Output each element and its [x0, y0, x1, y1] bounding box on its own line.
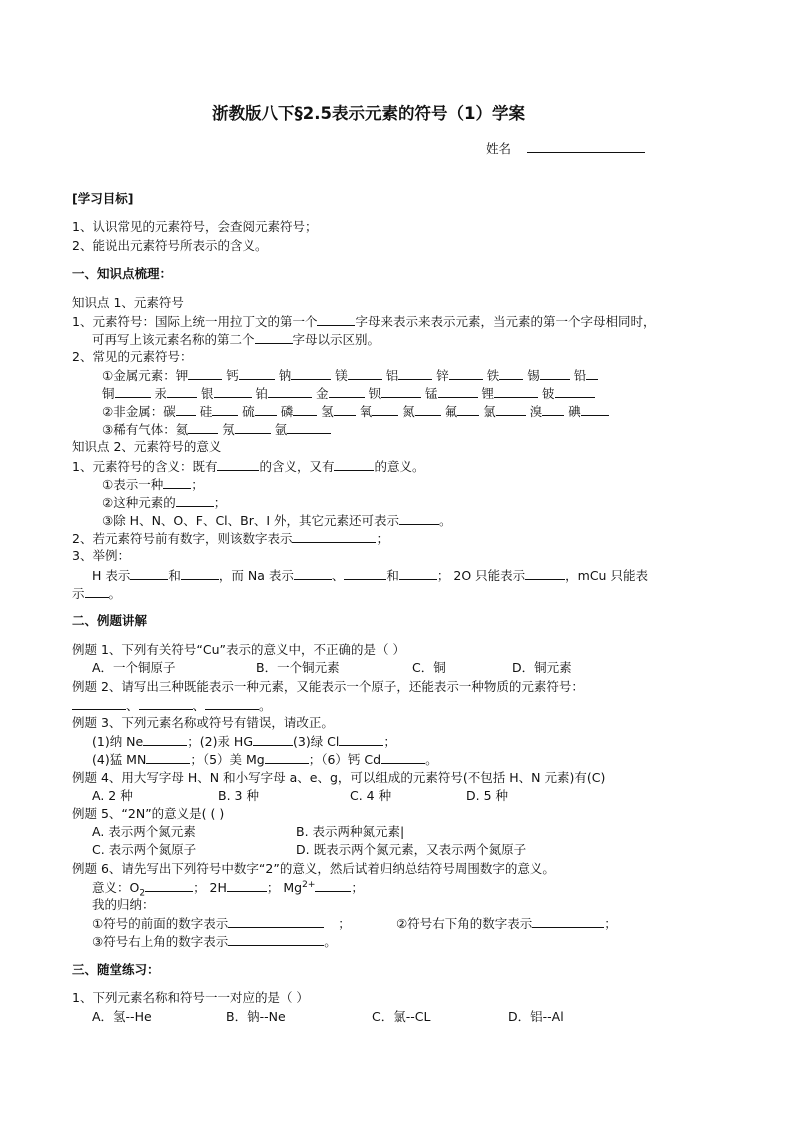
- example-6-summary-2: ②符号右下角的数字表示 ；: [396, 916, 617, 931]
- example-5-option-a: A. 表示两个氮元素: [92, 824, 196, 839]
- example-5-option-c: C. 表示两个氮原子: [92, 842, 197, 857]
- example-1-option-a: A．一个铜原子: [92, 660, 176, 675]
- answer-blank[interactable]: [265, 751, 309, 764]
- symbol-blank[interactable]: [287, 421, 331, 434]
- answer-blank[interactable]: [130, 567, 168, 580]
- nonmetal-elements-row: ②非金属：碳 硅 硫 磷 氢 氧 氮 氟 氯 溴 碘: [102, 403, 609, 420]
- answer-blank[interactable]: [205, 697, 259, 710]
- symbol-blank[interactable]: [235, 421, 271, 434]
- kp2-question-2: 2、若元素符号前有数字，则该数字表示 ；: [72, 531, 389, 546]
- symbol-blank[interactable]: [268, 385, 312, 398]
- answer-blank[interactable]: [217, 458, 259, 471]
- example-6-summary-3: ③符号右上角的数字表示 。: [92, 934, 337, 949]
- symbol-blank[interactable]: [586, 367, 598, 380]
- symbol-blank[interactable]: [457, 403, 479, 416]
- symbol-blank[interactable]: [239, 367, 275, 380]
- answer-blank[interactable]: [143, 733, 187, 746]
- answer-blank[interactable]: [292, 530, 376, 543]
- symbol-blank[interactable]: [449, 367, 483, 380]
- symbol-blank[interactable]: [496, 403, 526, 416]
- answer-blank[interactable]: [525, 567, 565, 580]
- symbol-blank[interactable]: [329, 385, 365, 398]
- objective-item: 1、认识常见的元素符号，会查阅元素符号；: [72, 219, 318, 234]
- example-2-answers: 、 、 。: [72, 697, 272, 714]
- symbol-blank[interactable]: [438, 385, 478, 398]
- symbol-blank[interactable]: [293, 403, 317, 416]
- answer-blank[interactable]: [344, 567, 386, 580]
- symbol-blank[interactable]: [542, 403, 564, 416]
- example-3-line-2: (4)猛 MN ；（5）美 Mg ；（6）钙 Cd 。: [92, 752, 438, 767]
- knowledge-point-title: 知识点 2、元素符号的意义: [72, 439, 222, 454]
- symbol-blank[interactable]: [255, 403, 277, 416]
- kp2-sub-1: ①表示一种 ；: [102, 477, 204, 492]
- kp2-question-3: 3、举例：: [72, 548, 130, 563]
- symbol-blank[interactable]: [555, 385, 595, 398]
- symbol-blank[interactable]: [372, 403, 398, 416]
- answer-blank[interactable]: [228, 933, 324, 946]
- example-1-option-d: D．铜元素: [512, 660, 572, 675]
- answer-blank[interactable]: [72, 697, 126, 710]
- kp1-question-2: 2、常见的元素符号：: [72, 349, 193, 364]
- symbol-blank[interactable]: [499, 367, 523, 380]
- symbol-blank[interactable]: [115, 385, 151, 398]
- objectives-heading: [学习目标]: [72, 191, 134, 206]
- answer-blank[interactable]: [227, 879, 267, 892]
- symbol-blank[interactable]: [167, 385, 197, 398]
- answer-blank[interactable]: [228, 915, 324, 928]
- example-6-meaning: 意义：$O_2$ ； 2H ； $Mg^{2+}$ ；: [92, 879, 364, 899]
- example-1-question: 例题 1、下列有关符号“Cu”表示的意义中，不正确的是（ ）: [72, 642, 406, 657]
- example-2-question: 例题 2、请写出三种既能表示一种元素，又能表示一个原子，还能表示一种物质的元素符号：: [72, 679, 584, 694]
- symbol-blank[interactable]: [212, 403, 238, 416]
- example-4-option-c: C. 4 种: [350, 788, 392, 803]
- practice-1-option-b: B．钠--Ne: [226, 1009, 286, 1024]
- example-5-option-d: D. 既表示两个氮元素，又表示两个氮原子: [296, 842, 527, 857]
- practice-1-option-a: A．氢--He: [92, 1009, 152, 1024]
- page-title: 浙教版八下§2.5表示元素的符号（1）学案: [212, 104, 525, 123]
- kp1-question-1-cont: 可再写上该元素名称的第二个 字母以示区别。: [92, 332, 381, 347]
- answer-blank[interactable]: [399, 512, 439, 525]
- symbol-blank[interactable]: [176, 403, 196, 416]
- example-3-line-1: (1)纳 Ne ；(2)汞 HG (3)绿 Cl ；: [92, 734, 396, 749]
- answer-blank[interactable]: [253, 733, 293, 746]
- symbol-blank[interactable]: [291, 367, 331, 380]
- example-1-option-b: B．一个铜元素: [256, 660, 340, 675]
- gas-label: ③稀有气体：: [102, 422, 176, 437]
- section-heading: 一、知识点梳理：: [72, 266, 173, 281]
- example-line-cont: 示 。: [72, 586, 122, 601]
- answer-blank[interactable]: [176, 494, 214, 507]
- answer-blank[interactable]: [163, 476, 191, 489]
- answer-blank[interactable]: [294, 567, 332, 580]
- answer-blank[interactable]: [255, 331, 293, 344]
- answer-blank[interactable]: [139, 697, 193, 710]
- kp2-question-1: 1、元素符号的含义：既有 的含义，又有 的意义。: [72, 459, 425, 474]
- answer-blank[interactable]: [85, 585, 109, 598]
- answer-blank[interactable]: [181, 567, 219, 580]
- answer-blank[interactable]: [146, 751, 190, 764]
- practice-1-question: 1、下列元素名称和符号一一对应的是（ ）: [72, 990, 309, 1005]
- objective-item: 2、能说出元素符号所表示的含义。: [72, 238, 268, 253]
- kp2-sub-2: ②这种元素的 ；: [102, 495, 227, 510]
- answer-blank[interactable]: [381, 751, 425, 764]
- example-5-option-b: B. 表示两种氮元素|: [296, 824, 405, 839]
- symbol-blank[interactable]: [540, 367, 570, 380]
- kp1-question-1: 1、元素符号：国际上统一用拉丁文的第一个 字母来表示来表示元素，当元素的第一个字母相同时，: [72, 314, 656, 329]
- nonmetal-label: ②非金属：: [102, 404, 164, 419]
- example-line: H 表示 和 ，而 Na 表示 、 和 ； 2O 只能表示 ，mCu 只能表: [92, 568, 648, 583]
- name-blank[interactable]: [527, 140, 645, 153]
- symbol-blank[interactable]: [348, 367, 382, 380]
- example-5-question: 例题 5、“2N”的意义是( ( ): [72, 806, 225, 821]
- answer-blank[interactable]: [315, 879, 351, 892]
- example-6-summary-label: 我的归纳：: [92, 897, 155, 912]
- symbol-blank[interactable]: [188, 421, 218, 434]
- noble-gases-row: ③稀有气体：氦 氖 氩: [102, 421, 331, 438]
- symbol-blank[interactable]: [188, 367, 222, 380]
- metal-label: ①金属元素：: [102, 368, 176, 383]
- symbol-blank[interactable]: [581, 403, 609, 416]
- example-4-option-d: D. 5 种: [466, 788, 508, 803]
- symbol-blank[interactable]: [398, 367, 432, 380]
- example-4-option-a: A. 2 种: [92, 788, 133, 803]
- section-heading: 二、例题讲解: [72, 613, 148, 628]
- metal-elements-row-1: ①金属元素：钾 钙 钠 镁 铝 锌 铁 锡 铅: [102, 367, 598, 384]
- student-name-row: [486, 140, 645, 157]
- symbol-blank[interactable]: [334, 403, 356, 416]
- symbol-blank[interactable]: [415, 403, 441, 416]
- answer-blank[interactable]: [317, 313, 355, 326]
- kp2-sub-3: ③除 H、N、O、F、Cl、Br、I 外，其它元素还可表示 。: [102, 513, 452, 528]
- answer-blank[interactable]: [339, 733, 383, 746]
- example-1-option-c: C．铜: [412, 660, 446, 675]
- practice-1-option-c: C．氯--CL: [372, 1009, 431, 1024]
- section-heading: 三、随堂练习：: [72, 962, 160, 977]
- symbol-blank[interactable]: [214, 385, 252, 398]
- example-3-question: 例题 3、下列元素名称或符号有错误，请改正。: [72, 715, 334, 730]
- example-4-question: 例题 4、用大写字母 H、N 和小写字母 a、e、g，可以组成的元素符号(不包括 H、N 元素)有(C): [72, 770, 606, 785]
- answer-blank[interactable]: [334, 458, 374, 471]
- example-4-option-b: B. 3 种: [218, 788, 259, 803]
- example-6-question: 例题 6、请先写出下列符号中数字“2”的意义，然后试着归纳总结符号周围数字的意义。: [72, 861, 555, 876]
- example-6-summary-1: ①符号的前面的数字表示 ；: [92, 916, 351, 931]
- metal-elements-row-2: 铜 汞 银 铂 金 钡 锰 锂 铍: [102, 385, 595, 402]
- practice-1-option-d: D．铝--Al: [508, 1009, 564, 1024]
- answer-blank[interactable]: [532, 915, 604, 928]
- name-label: 姓名: [486, 141, 512, 156]
- answer-blank[interactable]: [145, 879, 193, 892]
- symbol-blank[interactable]: [381, 385, 421, 398]
- knowledge-point-title: 知识点 1、元素符号: [72, 295, 184, 310]
- symbol-blank[interactable]: [494, 385, 538, 398]
- answer-blank[interactable]: [399, 567, 437, 580]
